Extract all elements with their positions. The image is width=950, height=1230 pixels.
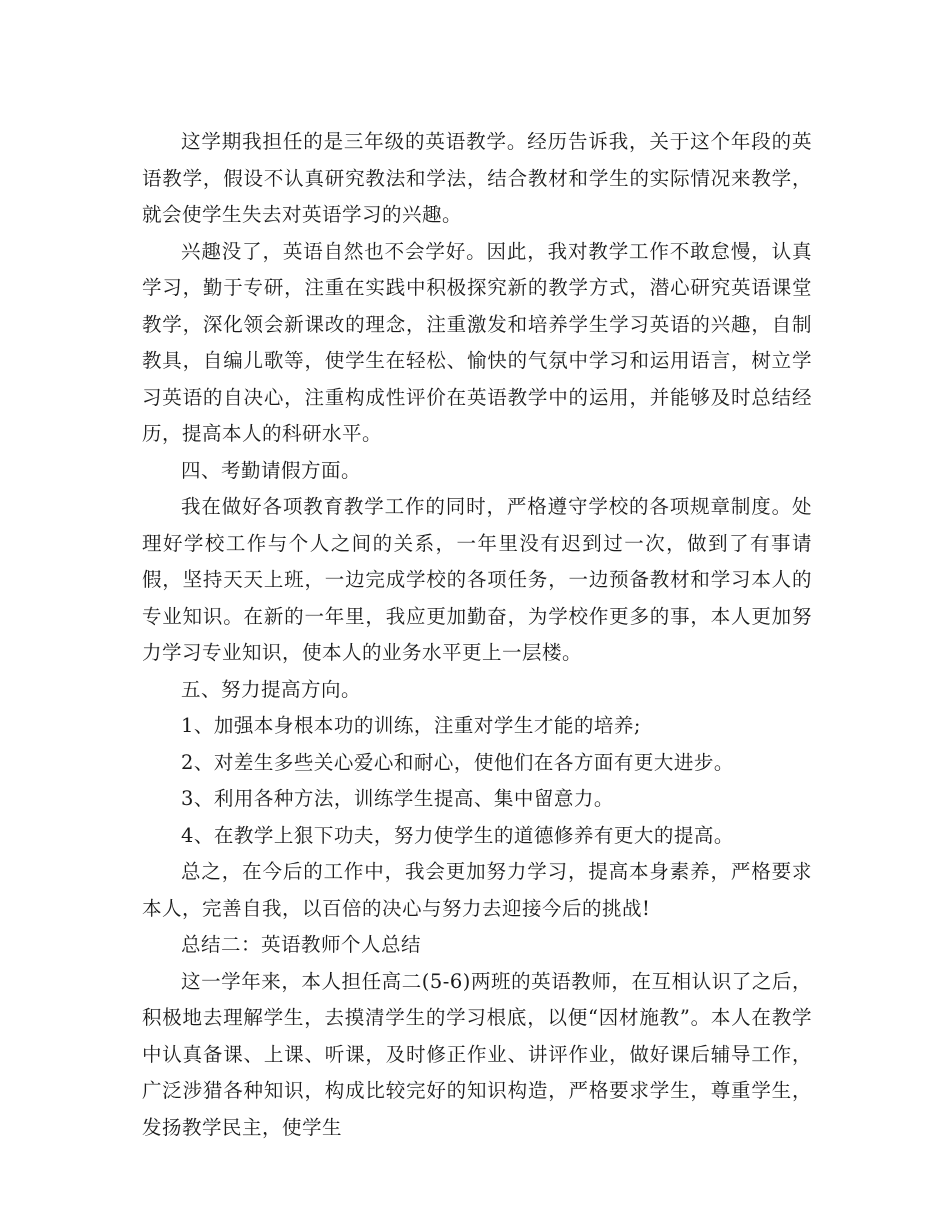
section-heading-improvement: 五、努力提高方向。: [181, 677, 362, 701]
list-item-1: 1、加强本身根本功的训练，注重对学生才能的培养;: [181, 714, 641, 737]
document-body: [142, 124, 812, 1146]
section-heading-attendance: 四、考勤请假方面。: [181, 458, 362, 482]
list-item-2: 2、对差生多些关心爱心和耐心，使他们在各方面有更大进步。: [181, 750, 734, 774]
paragraph-3: 我在做好各项教育教学工作的同时，严格遵守学校的各项规章制度。处理好学校工作与个人之间的关系，一年里没有迟到过一次，做到了有事请假，坚持天天上班，一边完成学校的各项任务，一边预备教材和学习本人的专业知识。在新的一年里，我应更加勤奋，为学校作更多的事，本人更加努力学习专业知识，使本人的业务水平更上一层楼。: [142, 495, 812, 664]
paragraph-conclusion: 总之，在今后的工作中，我会更加努力学习，提高本身素养，严格要求本人，完善自我，以百倍的决心与努力去迎接今后的挑战!: [142, 860, 812, 920]
list-item-3: 3、利用各种方法，训练学生提高、集中留意力。: [181, 787, 614, 810]
paragraph-1: 这学期我担任的是三年级的英语教学。经历告诉我，关于这个年段的英语教学，假设不认真研究教法和学法，结合教材和学生的实际情况来教学，就会使学生失去对英语学习的兴趣。: [142, 130, 812, 226]
paragraph-4: 这一学年来，本人担任高二(5-6)两班的英语教师，在互相认识了之后，积极地去理解学生，去摸清学生的学习根底，以便“因材施教”。本人在教学中认真备课、上课、听课，及时修正作业、讲评作业，做好课后辅导工作，广泛涉猎各种知识，构成比较完好的知识构造，严格要求学生，尊重学生，发扬教学民主，使学生: [142, 969, 812, 1139]
section-heading-summary-two: 总结二：英语教师个人总结: [181, 933, 422, 956]
paragraph-2: 兴趣没了，英语自然也不会学好。因此，我对教学工作不敢怠慢，认真学习，勤于专研，注重在实践中积极探究新的教学方式，潜心研究英语课堂教学，深化领会新课改的理念，注重激发和培养学生学习英语的兴趣，自制教具，自编儿歌等，使学生在轻松、愉快的气氛中学习和运用语言，树立学习英语的自决心，注重构成性评价在英语教学中的运用，并能够及时总结经历，提高本人的科研水平。: [142, 239, 812, 445]
list-item-4: 4、在教学上狠下功夫，努力使学生的道德修养有更大的提高。: [181, 823, 734, 847]
